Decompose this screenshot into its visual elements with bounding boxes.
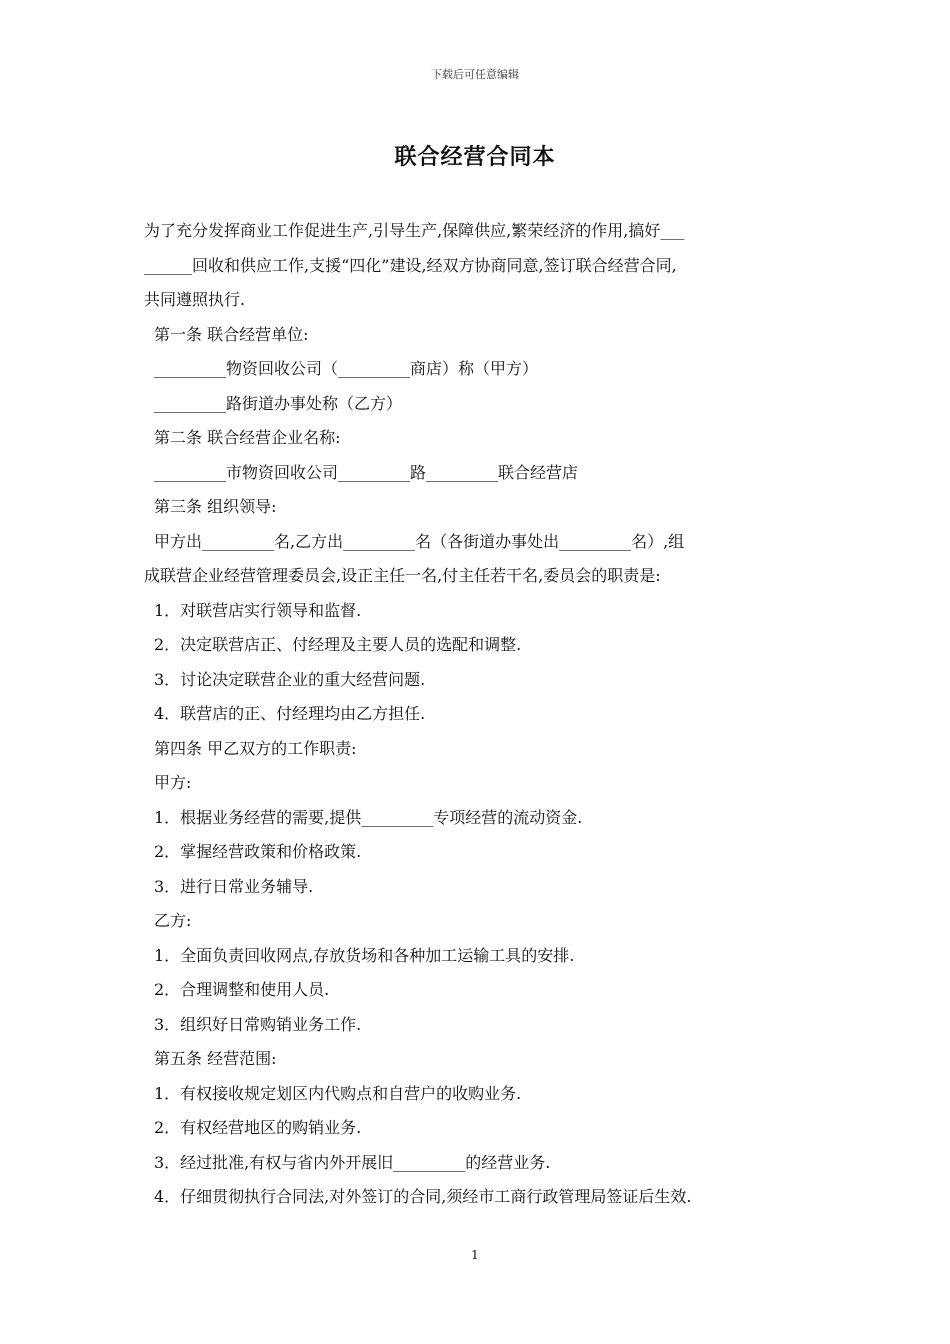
list-item: 1．有权接收规定划区内代购点和自营户的收购业务. <box>154 1083 522 1103</box>
article-3-heading: 第三条 组织领导: <box>154 497 277 516</box>
intro-line: ______回收和供应工作,支援“四化”建设,经双方协商同意,签订联合经营合同, <box>144 255 677 275</box>
list-item: 1．全面负责回收网点,存放货场和各种加工运输工具的安排. <box>154 945 575 965</box>
list-item: 2．决定联营店正、付经理及主要人员的选配和调整. <box>154 635 522 654</box>
list-item: 3．讨论决定联营企业的重大经营问题. <box>154 669 426 689</box>
page-number: 1 <box>471 1248 479 1262</box>
list-item: 4．联营店的正、付经理均由乙方担任. <box>154 704 426 723</box>
article-4-heading: 第四条 甲乙双方的工作职责: <box>154 738 357 758</box>
intro-line: 共同遵照执行. <box>144 290 246 309</box>
list-item: 3．经过批准,有权与省内外开展旧_________的经营业务. <box>154 1152 551 1172</box>
committee-line-cont: 成联营企业经营管理委员会,设正主任一名,付主任若干名,委员会的职责是: <box>144 566 661 585</box>
list-item: 3．组织好日常购销业务工作. <box>154 1014 362 1034</box>
intro-line: 为了充分发挥商业工作促进生产,引导生产,保障供应,繁荣经济的作用,搞好___ <box>144 221 685 240</box>
article-1-heading: 第一条 联合经营单位: <box>154 324 309 344</box>
party-a-line: _________物资回收公司（_________商店）称（甲方） <box>154 359 539 378</box>
list-item: 2．合理调整和使用人员. <box>154 980 330 999</box>
list-item: 2．有权经营地区的购销业务. <box>154 1118 362 1137</box>
list-item: 2．掌握经营政策和价格政策. <box>154 842 362 861</box>
document-body <box>144 214 809 1215</box>
list-item: 1．根据业务经营的需要,提供_________专项经营的流动资金. <box>154 807 583 827</box>
party-b-label: 乙方: <box>154 911 192 930</box>
enterprise-name-line: _________市物资回收公司_________路_________联合经营店 <box>154 462 579 482</box>
committee-line: 甲方出_________名,乙方出_________名（各街道办事处出_________名）,组 <box>154 531 685 551</box>
document-title: 联合经营合同本 <box>394 144 556 170</box>
list-item: 4．仔细贯彻执行合同法,对外签订的合同,须经市工商行政管理局签证后生效. <box>154 1187 692 1206</box>
list-item: 1．对联营店实行领导和监督. <box>154 600 362 620</box>
header-note: 下载后可任意编辑 <box>431 68 519 81</box>
list-item: 3．进行日常业务辅导. <box>154 876 314 896</box>
party-a-label: 甲方: <box>154 773 192 792</box>
intro-paragraph <box>144 214 809 318</box>
party-b-line: _________路街道办事处称（乙方） <box>154 393 403 413</box>
article-5-heading: 第五条 经营范围: <box>154 1049 277 1068</box>
article-2-heading: 第二条 联合经营企业名称: <box>154 428 341 447</box>
